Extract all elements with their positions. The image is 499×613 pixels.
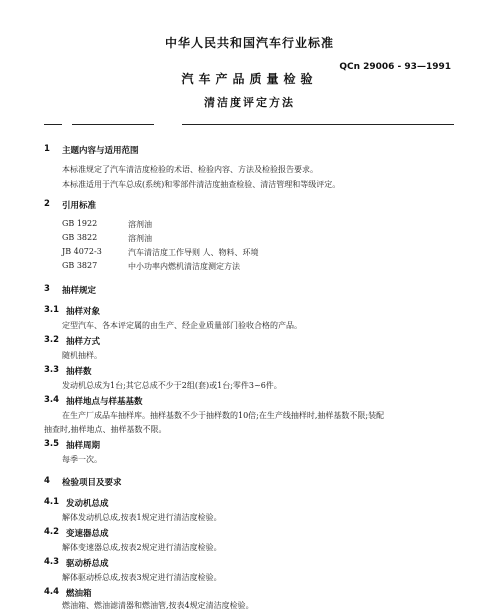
header-divider: [72, 124, 154, 125]
subsection-title: 发动机总成: [66, 499, 109, 509]
subsection-title: 燃油箱: [66, 589, 92, 599]
document-title: 汽车产品质量检验: [181, 72, 318, 86]
subsection-number: 3.2: [44, 335, 60, 345]
subsection-number: 3.3: [44, 365, 60, 375]
section-1-para: 本标准适用于汽车总成(系统)和零部件清洁度抽查检验、清洁管理和等级评定。: [62, 180, 341, 189]
subsection-number: 3.5: [44, 439, 60, 449]
subsection-number: 4.4: [44, 587, 60, 597]
reference-code: GB 3827: [62, 261, 98, 270]
reference-title: 汽车清洁度工作导则 人、物料、环境: [128, 248, 259, 257]
subsection-body: 抽查时,抽样地点、抽样基数不限。: [44, 425, 167, 434]
subsection-body: 定型汽车、各本评定属的由生产、经企业质量部门验收合格的产品。: [62, 321, 302, 330]
subsection-body: 解体驱动桥总成,按表3规定进行清洁度检验。: [62, 573, 222, 582]
subsection-title: 驱动桥总成: [66, 559, 109, 569]
subsection-body: 解体变速器总成,按表2规定进行清洁度检验。: [62, 543, 222, 552]
subsection-title: 抽样对象: [66, 307, 101, 317]
subsection-title: 抽样方式: [66, 337, 101, 347]
header-divider: [44, 124, 62, 125]
standard-number: QCn 29006 - 93—1991: [339, 62, 451, 72]
subsection-number: 3.1: [44, 305, 60, 315]
reference-title: 溶剂油: [128, 220, 152, 229]
section-1-number: 1: [44, 144, 50, 154]
subsection-body: 在生产厂成品车抽样库。抽样基数不少于抽样数的10倍;在生产线抽样时,抽样基数不限;装配: [62, 411, 385, 420]
reference-code: GB 3822: [62, 233, 98, 242]
subsection-body: 发动机总成为1台;其它总成不少于2组(套)或1台;零件3~6件。: [62, 381, 282, 390]
standard-category-header: 中华人民共和国汽车行业标准: [164, 36, 334, 50]
subsection-number: 3.4: [44, 395, 60, 405]
section-4-heading: 检验项目及要求: [62, 478, 122, 488]
subsection-body: 每季一次。: [62, 455, 102, 464]
subsection-body: 随机抽样。: [62, 351, 102, 360]
section-2-heading: 引用标准: [62, 201, 97, 211]
subsection-title: 抽样数: [66, 367, 92, 377]
header-divider: [182, 124, 454, 125]
subsection-body: 燃油箱、燃油滤清器和燃油管,按表4规定清洁度检验。: [62, 601, 254, 610]
reference-title: 中小功率内燃机清洁度测定方法: [128, 262, 240, 271]
subsection-body: 解体发动机总成,按表1规定进行清洁度检验。: [62, 513, 222, 522]
subsection-title: 抽样地点与样基基数: [66, 397, 143, 407]
reference-code: JB 4072-3: [62, 247, 102, 256]
subsection-number: 4.2: [44, 527, 60, 537]
section-3-heading: 抽样规定: [62, 286, 97, 296]
section-3-number: 3: [44, 284, 50, 294]
document-subtitle: 清洁度评定方法: [204, 96, 295, 109]
reference-code: GB 1922: [62, 219, 98, 228]
subsection-number: 4.1: [44, 497, 60, 507]
subsection-number: 4.3: [44, 557, 60, 567]
subsection-title: 变速器总成: [66, 529, 109, 539]
section-2-number: 2: [44, 199, 50, 209]
section-1-heading: 主题内容与适用范围: [62, 146, 139, 156]
subsection-title: 抽样周期: [66, 441, 101, 451]
section-1-para: 本标准规定了汽车清洁度检验的术语、检验内容、方法及检验报告要求。: [62, 165, 318, 174]
section-4-number: 4: [44, 476, 50, 486]
reference-title: 溶剂油: [128, 234, 152, 243]
